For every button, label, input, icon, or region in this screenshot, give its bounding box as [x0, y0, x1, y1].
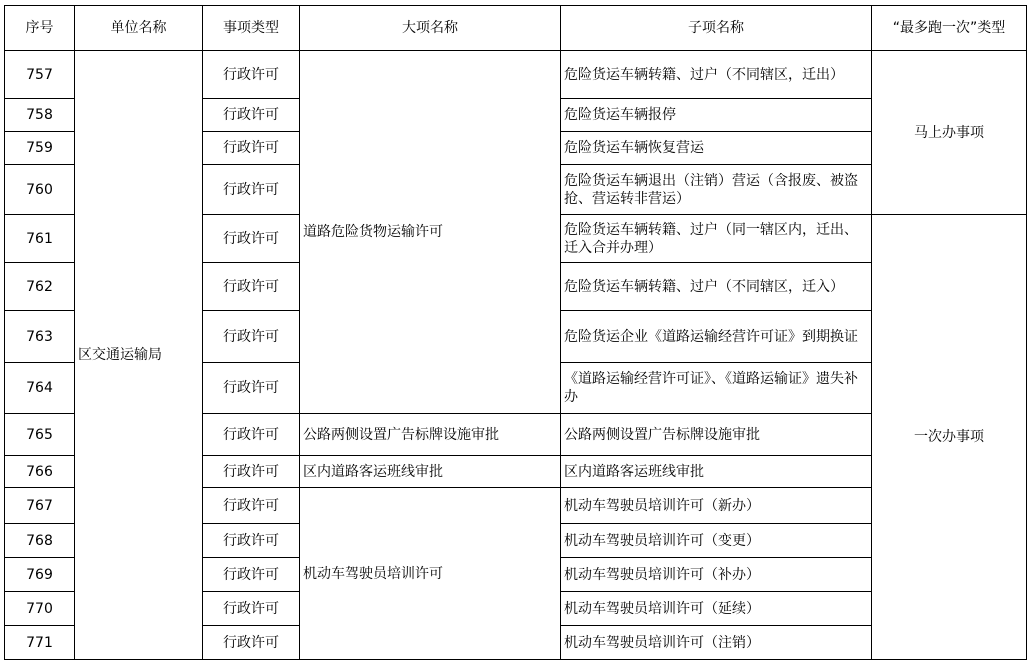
- seq-cell: 762: [5, 263, 75, 311]
- header-main-item: 大项名称: [300, 6, 561, 51]
- sub-item-cell: 危险货运车辆退出（注销）营运（含报废、被盗抢、营运转非营运）: [561, 165, 872, 215]
- type-cell: 行政许可: [203, 592, 300, 626]
- seq-cell: 766: [5, 456, 75, 488]
- seq-cell: 759: [5, 132, 75, 165]
- type-cell: 行政许可: [203, 456, 300, 488]
- header-category: “最多跑一次”类型: [872, 6, 1027, 51]
- type-cell: 行政许可: [203, 363, 300, 414]
- header-sub-item: 子项名称: [561, 6, 872, 51]
- sub-item-cell: 机动车驾驶员培训许可（注销）: [561, 626, 872, 660]
- sub-item-cell: 危险货运企业《道路运输经营许可证》到期换证: [561, 311, 872, 363]
- main-item-cell: 机动车驾驶员培训许可: [300, 488, 561, 660]
- seq-cell: 771: [5, 626, 75, 660]
- sub-item-cell: 区内道路客运班线审批: [561, 456, 872, 488]
- seq-cell: 767: [5, 488, 75, 524]
- seq-cell: 763: [5, 311, 75, 363]
- header-row: [5, 6, 1027, 51]
- sub-item-cell: 危险货运车辆转籍、过户（不同辖区，迁入）: [561, 263, 872, 311]
- type-cell: 行政许可: [203, 165, 300, 215]
- main-item-cell: 道路危险货物运输许可: [300, 51, 561, 414]
- type-cell: 行政许可: [203, 215, 300, 263]
- sub-item-cell: 危险货运车辆转籍、过户（不同辖区，迁出）: [561, 51, 872, 99]
- seq-cell: 764: [5, 363, 75, 414]
- type-cell: 行政许可: [203, 51, 300, 99]
- header-unit: 单位名称: [75, 6, 203, 51]
- category-cell: 一次办事项: [872, 215, 1027, 660]
- category-cell: 马上办事项: [872, 51, 1027, 215]
- type-cell: 行政许可: [203, 311, 300, 363]
- sub-item-cell: 危险货运车辆报停: [561, 99, 872, 132]
- main-item-cell: 区内道路客运班线审批: [300, 456, 561, 488]
- unit-cell: 区交通运输局: [75, 51, 203, 660]
- seq-cell: 768: [5, 524, 75, 558]
- type-cell: 行政许可: [203, 558, 300, 592]
- sub-item-cell: 公路两侧设置广告标牌设施审批: [561, 414, 872, 456]
- header-seq: 序号: [5, 6, 75, 51]
- sub-item-cell: 机动车驾驶员培训许可（延续）: [561, 592, 872, 626]
- seq-cell: 770: [5, 592, 75, 626]
- seq-cell: 758: [5, 99, 75, 132]
- sub-item-cell: 危险货运车辆恢复营运: [561, 132, 872, 165]
- sub-item-cell: 机动车驾驶员培训许可（变更）: [561, 524, 872, 558]
- type-cell: 行政许可: [203, 626, 300, 660]
- header-type: 事项类型: [203, 6, 300, 51]
- sub-item-cell: 机动车驾驶员培训许可（补办）: [561, 558, 872, 592]
- type-cell: 行政许可: [203, 414, 300, 456]
- type-cell: 行政许可: [203, 99, 300, 132]
- seq-cell: 761: [5, 215, 75, 263]
- seq-cell: 757: [5, 51, 75, 99]
- type-cell: 行政许可: [203, 132, 300, 165]
- seq-cell: 760: [5, 165, 75, 215]
- seq-cell: 765: [5, 414, 75, 456]
- sub-item-cell: 危险货运车辆转籍、过户（同一辖区内，迁出、迁入合并办理）: [561, 215, 872, 263]
- type-cell: 行政许可: [203, 488, 300, 524]
- table-row: [5, 51, 1027, 99]
- sub-item-cell: 《道路运输经营许可证》、《道路运输证》遗失补办: [561, 363, 872, 414]
- seq-cell: 769: [5, 558, 75, 592]
- main-item-cell: 公路两侧设置广告标牌设施审批: [300, 414, 561, 456]
- sub-item-cell: 机动车驾驶员培训许可（新办）: [561, 488, 872, 524]
- type-cell: 行政许可: [203, 263, 300, 311]
- service-items-table: [4, 5, 1027, 660]
- type-cell: 行政许可: [203, 524, 300, 558]
